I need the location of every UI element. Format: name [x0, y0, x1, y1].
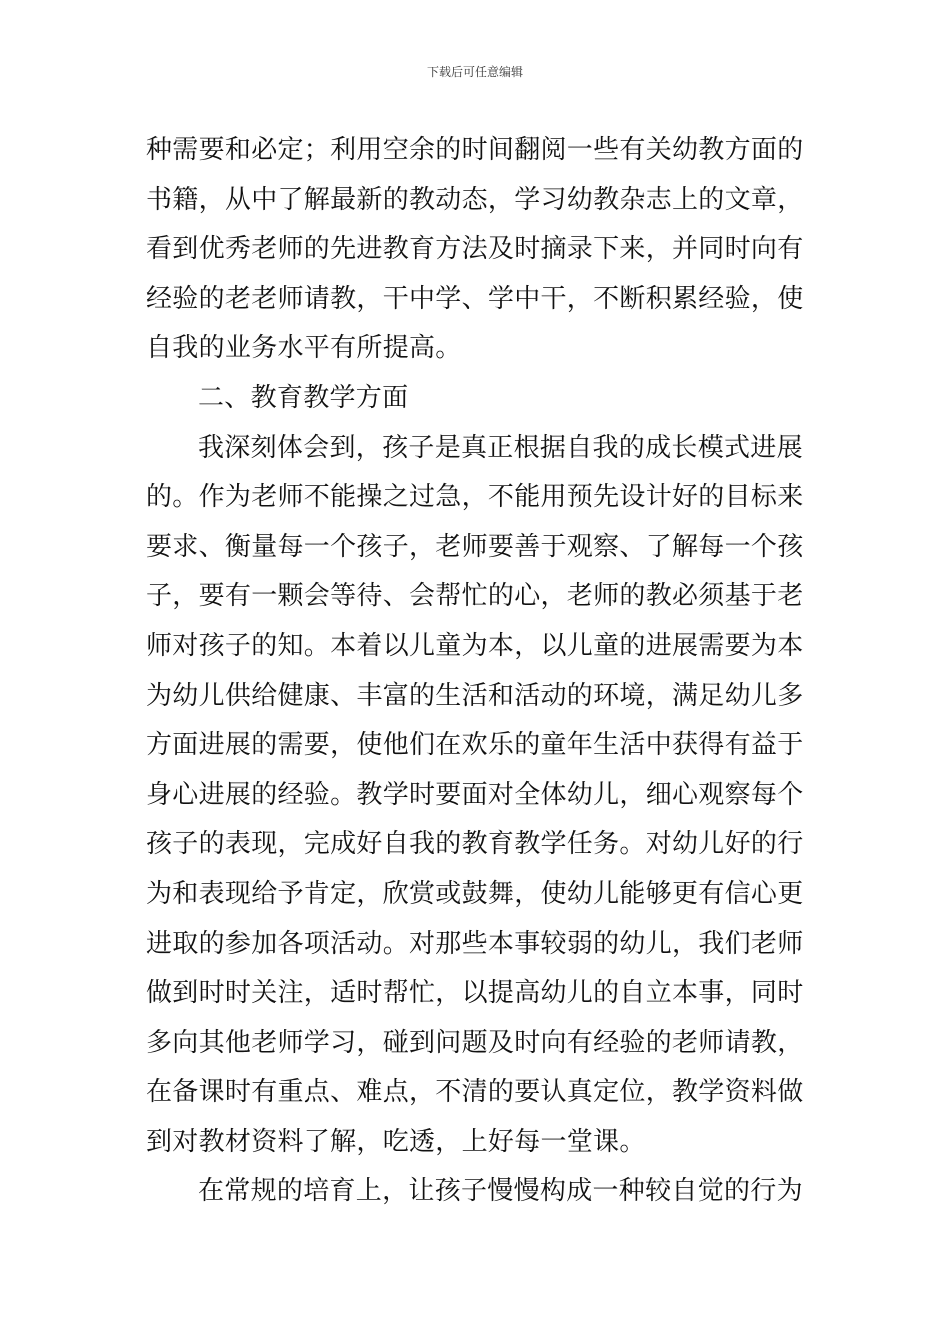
- text-line: 看到优秀老师的先进教育方法及时摘录下来，并同时向有: [146, 234, 804, 265]
- page-header: 下载后可任意编辑: [426, 65, 523, 79]
- text-line: 为幼儿供给健康、丰富的生活和活动的环境，满足幼儿多: [146, 680, 804, 711]
- text-line: 进取的参加各项活动。对那些本事较弱的幼儿，我们老师: [146, 928, 804, 959]
- document-body: [146, 126, 806, 1217]
- text-line: 书籍，从中了解最新的教动态，学习幼教杂志上的文章，: [146, 184, 804, 215]
- text-line: 为和表现给予肯定，欣赏或鼓舞，使幼儿能够更有信心更: [146, 878, 804, 909]
- section-heading: 二、教育教学方面: [198, 382, 409, 413]
- text-line: 身心进展的经验。教学时要面对全体幼儿，细心观察每个: [146, 779, 804, 810]
- text-line: 的。作为老师不能操之过急，不能用预先设计好的目标来: [146, 482, 804, 513]
- paragraph-start: 在常规的培育上，让孩子慢慢构成一种较自觉的行为: [198, 1176, 803, 1207]
- text-line: 种需要和必定；利用空余的时间翻阅一些有关幼教方面的: [146, 135, 804, 165]
- text-line: 孩子的表现，完成好自我的教育教学任务。对幼儿好的行: [146, 829, 804, 860]
- text-line: 在备课时有重点、难点，不清的要认真定位，教学资料做: [146, 1077, 804, 1108]
- paragraph-start: 我深刻体会到，孩子是真正根据自我的成长模式进展: [198, 432, 803, 463]
- text-line: 经验的老老师请教，干中学、学中干，不断积累经验，使: [146, 283, 804, 314]
- text-line: 方面进展的需要，使他们在欢乐的童年生活中获得有益于: [146, 730, 804, 761]
- text-line: 师对孩子的知。本着以儿童为本，以儿童的进展需要为本: [146, 630, 804, 661]
- text-line: 要求、衡量每一个孩子，老师要善于观察、了解每一个孩: [146, 531, 804, 562]
- text-line: 做到时时关注，适时帮忙，以提高幼儿的自立本事，同时: [146, 978, 804, 1009]
- text-line: 到对教材资料了解，吃透，上好每一堂课。: [146, 1126, 646, 1157]
- text-line: 子，要有一颗会等待、会帮忙的心，老师的教必须基于老: [146, 581, 804, 612]
- text-line: 自我的业务水平有所提高。: [146, 333, 462, 364]
- text-line: 多向其他老师学习，碰到问题及时向有经验的老师请教，: [146, 1027, 804, 1058]
